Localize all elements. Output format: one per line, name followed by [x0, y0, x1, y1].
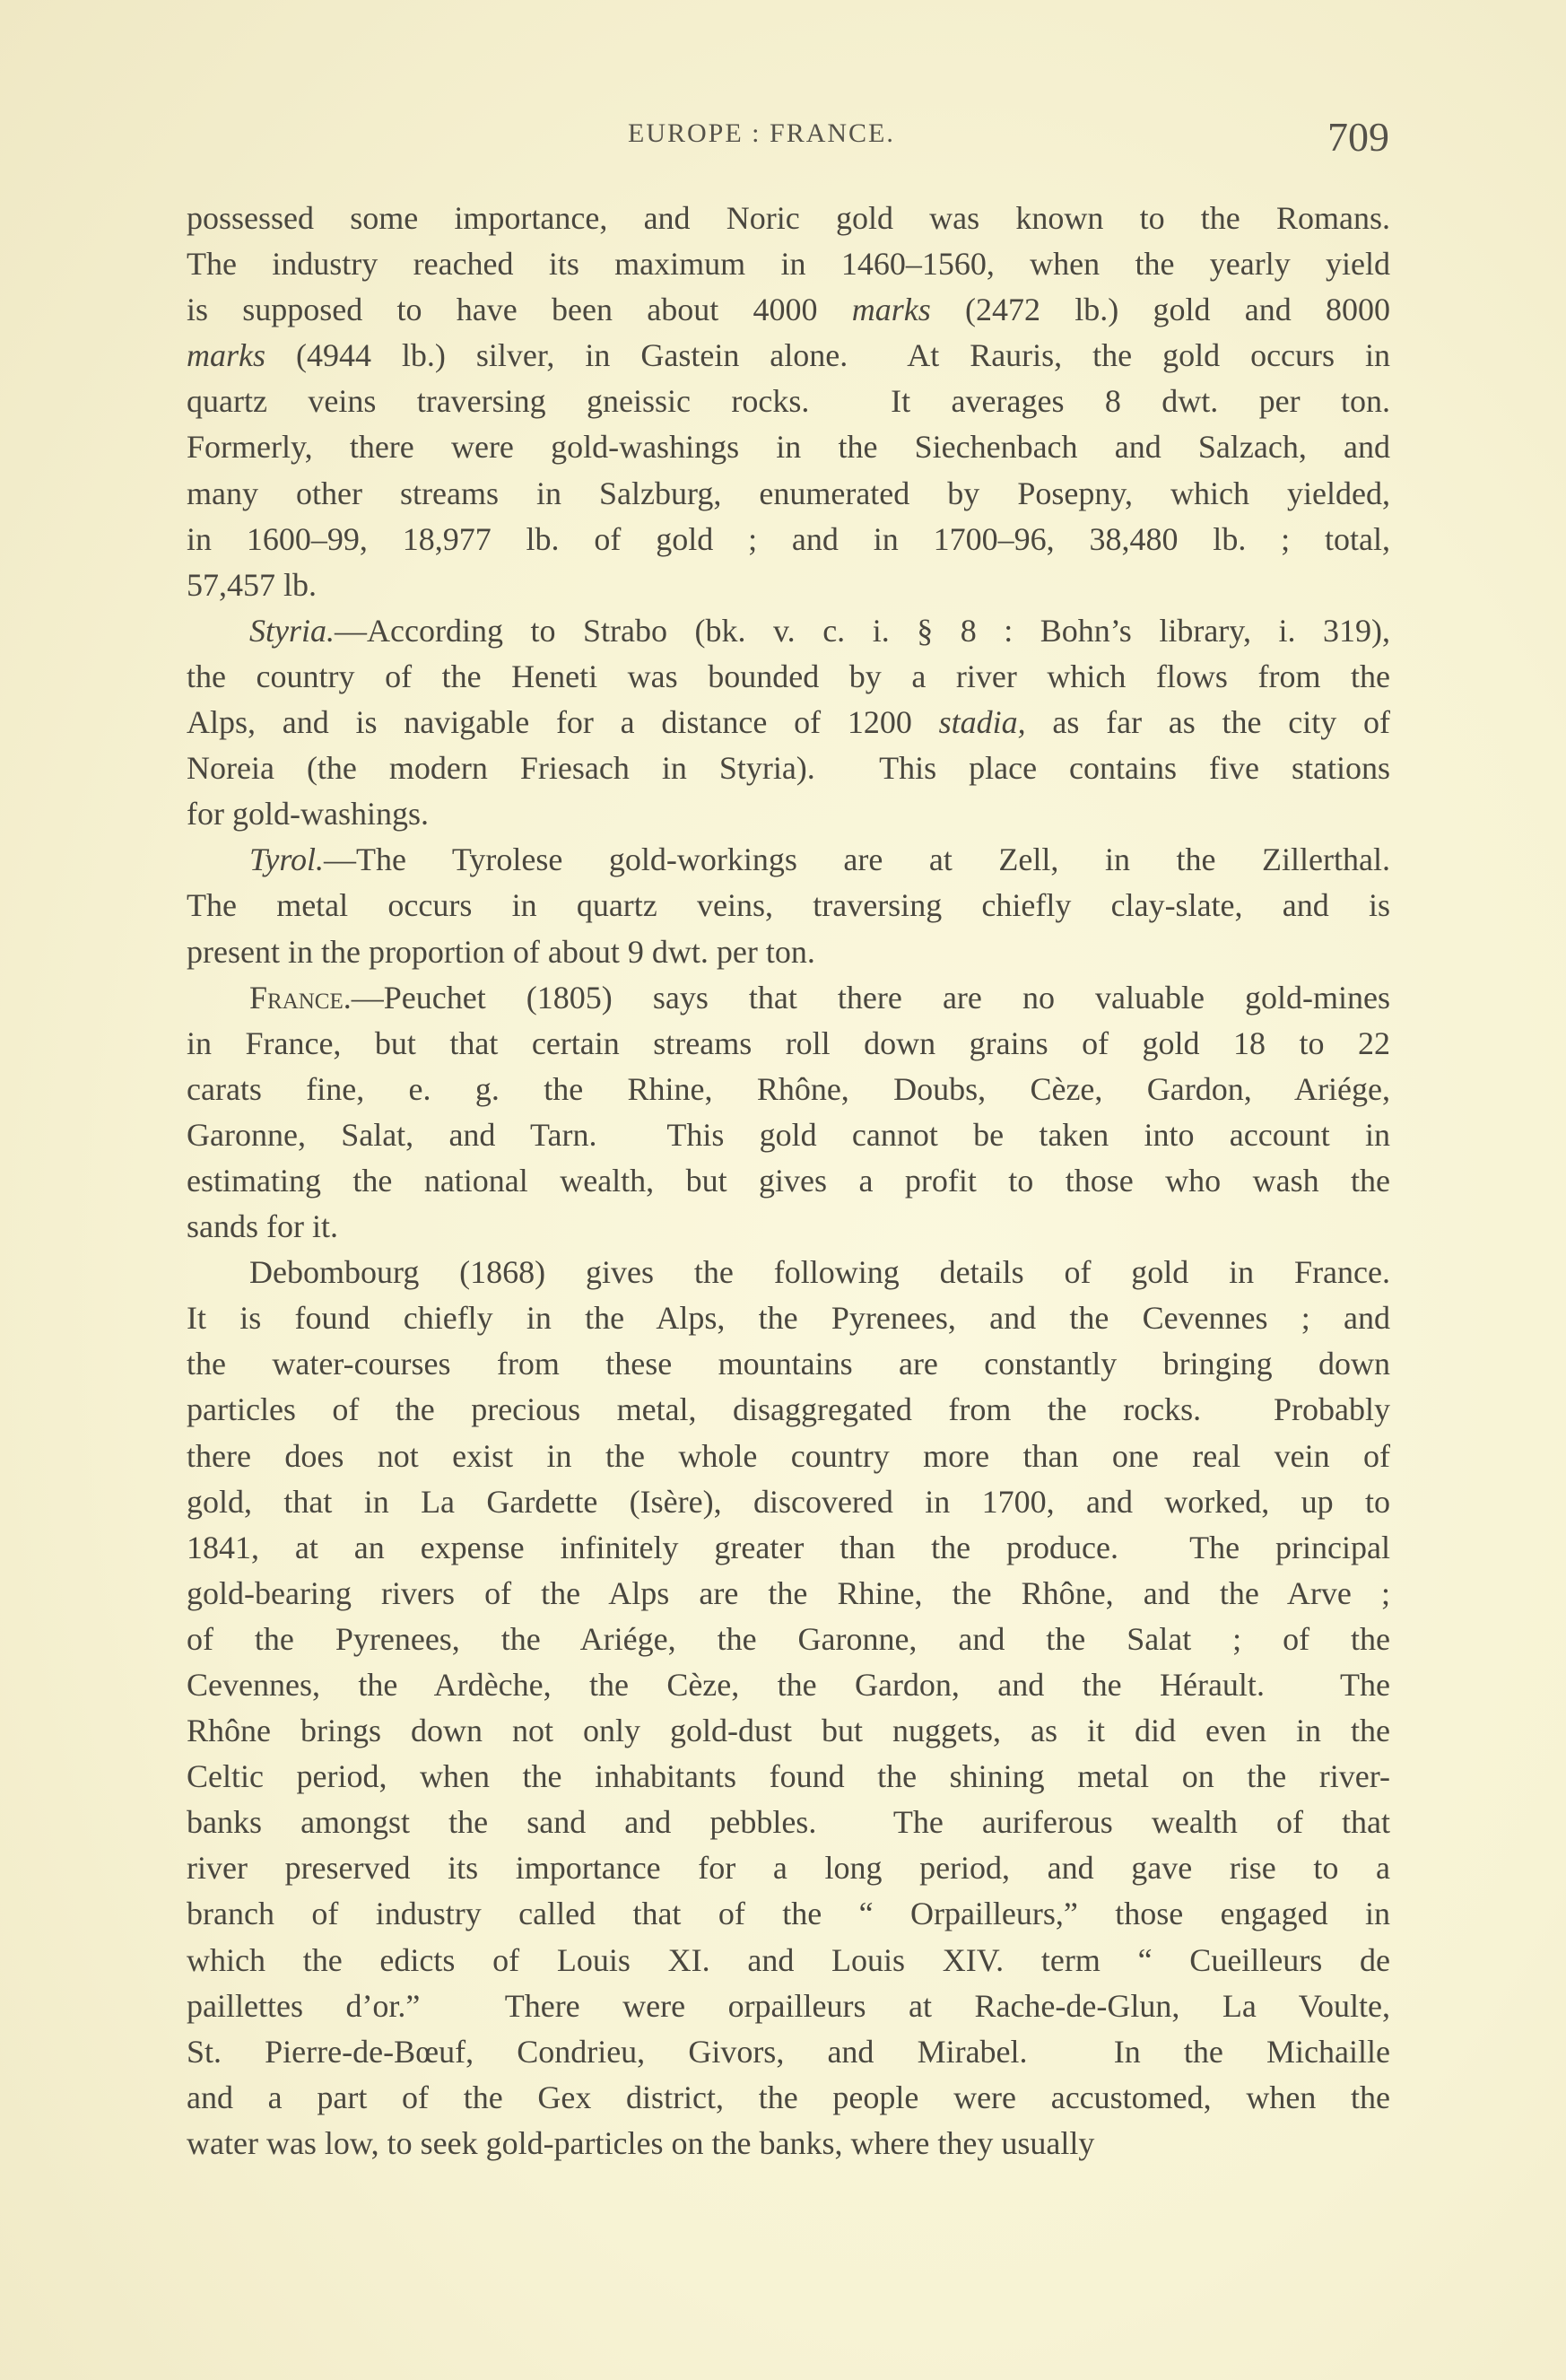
text-segment: St. Pierre-de-Bœuf, Condrieu, Givors, and Mirabel. In the Michaille — [187, 2033, 1390, 2070]
paragraph-styria — [187, 608, 1390, 837]
text-line — [187, 1938, 1390, 1983]
text-segment: (2472 lb.) gold and 8000 — [930, 292, 1390, 328]
text-line — [187, 287, 1390, 333]
text-segment: gold-bearing rivers of the Alps are the Rhine, the Rhône, and the Arve ; — [187, 1574, 1390, 1611]
text-line — [187, 562, 1390, 608]
text-line — [187, 1617, 1390, 1662]
text-line — [187, 1434, 1390, 1479]
running-head: EUROPE : FRANCE. — [628, 118, 895, 148]
text-line — [187, 1479, 1390, 1525]
text-segment: is supposed to have been about 4000 — [187, 292, 852, 328]
text-line — [187, 333, 1390, 379]
text-line — [187, 1571, 1390, 1617]
text-segment: The metal occurs in quartz veins, traversing chiefly clay-slate, and is — [187, 887, 1390, 924]
text-segment: of the Pyrenees, the Ariége, the Garonne, and the Salat ; of the — [187, 1620, 1390, 1657]
text-line — [187, 975, 1390, 1021]
text-line — [187, 608, 1390, 654]
text-line — [187, 1158, 1390, 1204]
text-line — [187, 196, 1390, 241]
italic-text: marks — [851, 292, 931, 328]
text-line — [187, 654, 1390, 700]
text-segment: for gold-washings. — [187, 796, 429, 833]
italic-text: marks — [187, 337, 265, 374]
text-line — [187, 1845, 1390, 1891]
paragraph-france-debombourg — [187, 1250, 1390, 2166]
text-line — [187, 379, 1390, 424]
text-line — [187, 1250, 1390, 1295]
text-segment: —According to Strabo (bk. v. c. i. § 8 : Bohn’s library, i. 319), — [335, 612, 1390, 649]
text-segment: many other streams in Salzburg, enumerated by Posepny, which yielded, — [187, 475, 1390, 511]
text-segment: the water-courses from these mountains are constantly bringing down — [187, 1346, 1390, 1382]
italic-text: Tyrol. — [249, 841, 325, 878]
text-line — [187, 2121, 1390, 2166]
body-text — [187, 196, 1390, 2166]
text-line — [187, 1708, 1390, 1754]
text-segment: possessed some importance, and Noric gold was known to the Romans. — [187, 200, 1390, 236]
text-line — [187, 1754, 1390, 1800]
text-segment: gold, that in La Gardette (Isère), discovered in 1700, and worked, up to — [187, 1483, 1390, 1520]
italic-text: stadia, — [938, 704, 1026, 741]
text-segment: Noreia (the modern Friesach in Styria). This place contains five stations — [187, 750, 1390, 787]
text-segment: present in the proportion of about 9 dwt. per ton. — [187, 933, 815, 970]
text-segment: branch of industry called that of the “ Orpailleurs,” those engaged in — [187, 1896, 1390, 1932]
text-line — [187, 791, 1390, 837]
text-segment: and a part of the Gex district, the people were accustomed, when the — [187, 2079, 1390, 2115]
text-line — [187, 745, 1390, 791]
italic-text: Styria. — [249, 612, 335, 649]
text-line — [187, 1983, 1390, 2029]
text-segment: in France, but that certain streams roll down grains of gold 18 to 22 — [187, 1024, 1390, 1061]
text-segment: carats fine, e. g. the Rhine, Rhône, Doubs, Cèze, Gardon, Ariége, — [187, 1070, 1390, 1107]
text-segment: 1841, at an expense infinitely greater than the produce. The principal — [187, 1529, 1390, 1565]
paragraph-france-peuchet — [187, 975, 1390, 1251]
text-line — [187, 2075, 1390, 2121]
text-segment: the country of the Heneti was bounded by a river which flows from the — [187, 658, 1390, 694]
text-segment: Formerly, there were gold-washings in the Siechenbach and Salzach, and — [187, 429, 1390, 466]
text-line — [187, 883, 1390, 928]
text-segment: Celtic period, when the inhabitants found the shining metal on the river- — [187, 1758, 1390, 1795]
text-line — [187, 1112, 1390, 1158]
text-segment: Cevennes, the Ardèche, the Cèze, the Gardon, and the Hérault. The — [187, 1667, 1390, 1703]
paragraph-austria-salzburg-cont — [187, 196, 1390, 608]
text-line — [187, 1295, 1390, 1341]
text-line — [187, 1204, 1390, 1250]
text-line — [187, 1067, 1390, 1112]
page-number: 709 — [1327, 114, 1389, 160]
text-segment: river preserved its importance for a long period, and gave rise to a — [187, 1850, 1390, 1887]
text-line — [187, 1891, 1390, 1937]
text-line — [187, 1341, 1390, 1387]
text-line — [187, 241, 1390, 287]
text-line — [187, 1387, 1390, 1433]
text-segment: sands for it. — [187, 1208, 338, 1245]
text-line — [187, 424, 1390, 470]
smallcaps-heading: France. — [249, 979, 352, 1016]
text-line — [187, 1021, 1390, 1067]
text-segment: —Peuchet (1805) says that there are no valuable gold-mines — [351, 979, 1390, 1016]
text-segment: there does not exist in the whole country more than one real vein of — [187, 1437, 1390, 1474]
text-segment: which the edicts of Louis XI. and Louis XIV. term “ Cueilleurs de — [187, 1941, 1390, 1978]
text-segment: water was low, to seek gold-particles on the banks, where they usually — [187, 2124, 1095, 2161]
text-segment: It is found chiefly in the Alps, the Pyrenees, and the Cevennes ; and — [187, 1300, 1390, 1337]
text-segment: quartz veins traversing gneissic rocks. It averages 8 dwt. per ton. — [187, 383, 1390, 420]
text-segment: Debombourg (1868) gives the following details of gold in France. — [249, 1254, 1390, 1291]
text-segment: banks amongst the sand and pebbles. The auriferous wealth of that — [187, 1804, 1390, 1841]
text-line — [187, 700, 1390, 745]
paragraph-tyrol — [187, 837, 1390, 974]
text-segment: (4944 lb.) silver, in Gastein alone. At Rauris, the gold occurs in — [265, 337, 1390, 374]
text-segment: 57,457 lb. — [187, 566, 318, 603]
text-line — [187, 2029, 1390, 2075]
text-segment: Garonne, Salat, and Tarn. This gold cannot be taken into account in — [187, 1116, 1390, 1153]
text-line — [187, 1662, 1390, 1708]
text-line — [187, 471, 1390, 517]
text-line — [187, 837, 1390, 883]
text-segment: in 1600–99, 18,977 lb. of gold ; and in 1700–96, 38,480 lb. ; total, — [187, 520, 1390, 557]
text-segment: Rhône brings down not only gold-dust but nuggets, as it did even in the — [187, 1713, 1390, 1749]
text-segment: Alps, and is navigable for a distance of 1200 — [187, 704, 939, 741]
text-segment: estimating the national wealth, but gives a profit to those who wash the — [187, 1162, 1390, 1199]
text-segment: particles of the precious metal, disaggregated from the rocks. Probably — [187, 1391, 1390, 1428]
text-segment: The industry reached its maximum in 1460–1560, when the yearly yield — [187, 246, 1390, 283]
text-line — [187, 517, 1390, 562]
text-line — [187, 1800, 1390, 1845]
text-line — [187, 929, 1390, 975]
text-line — [187, 1525, 1390, 1571]
text-segment: as far as the city of — [1025, 704, 1390, 741]
text-segment: —The Tyrolese gold-workings are at Zell, in the Zillerthal. — [324, 841, 1390, 878]
text-segment: paillettes d’or.” There were orpailleurs at Rache-de-Glun, La Voulte, — [187, 1987, 1390, 2024]
